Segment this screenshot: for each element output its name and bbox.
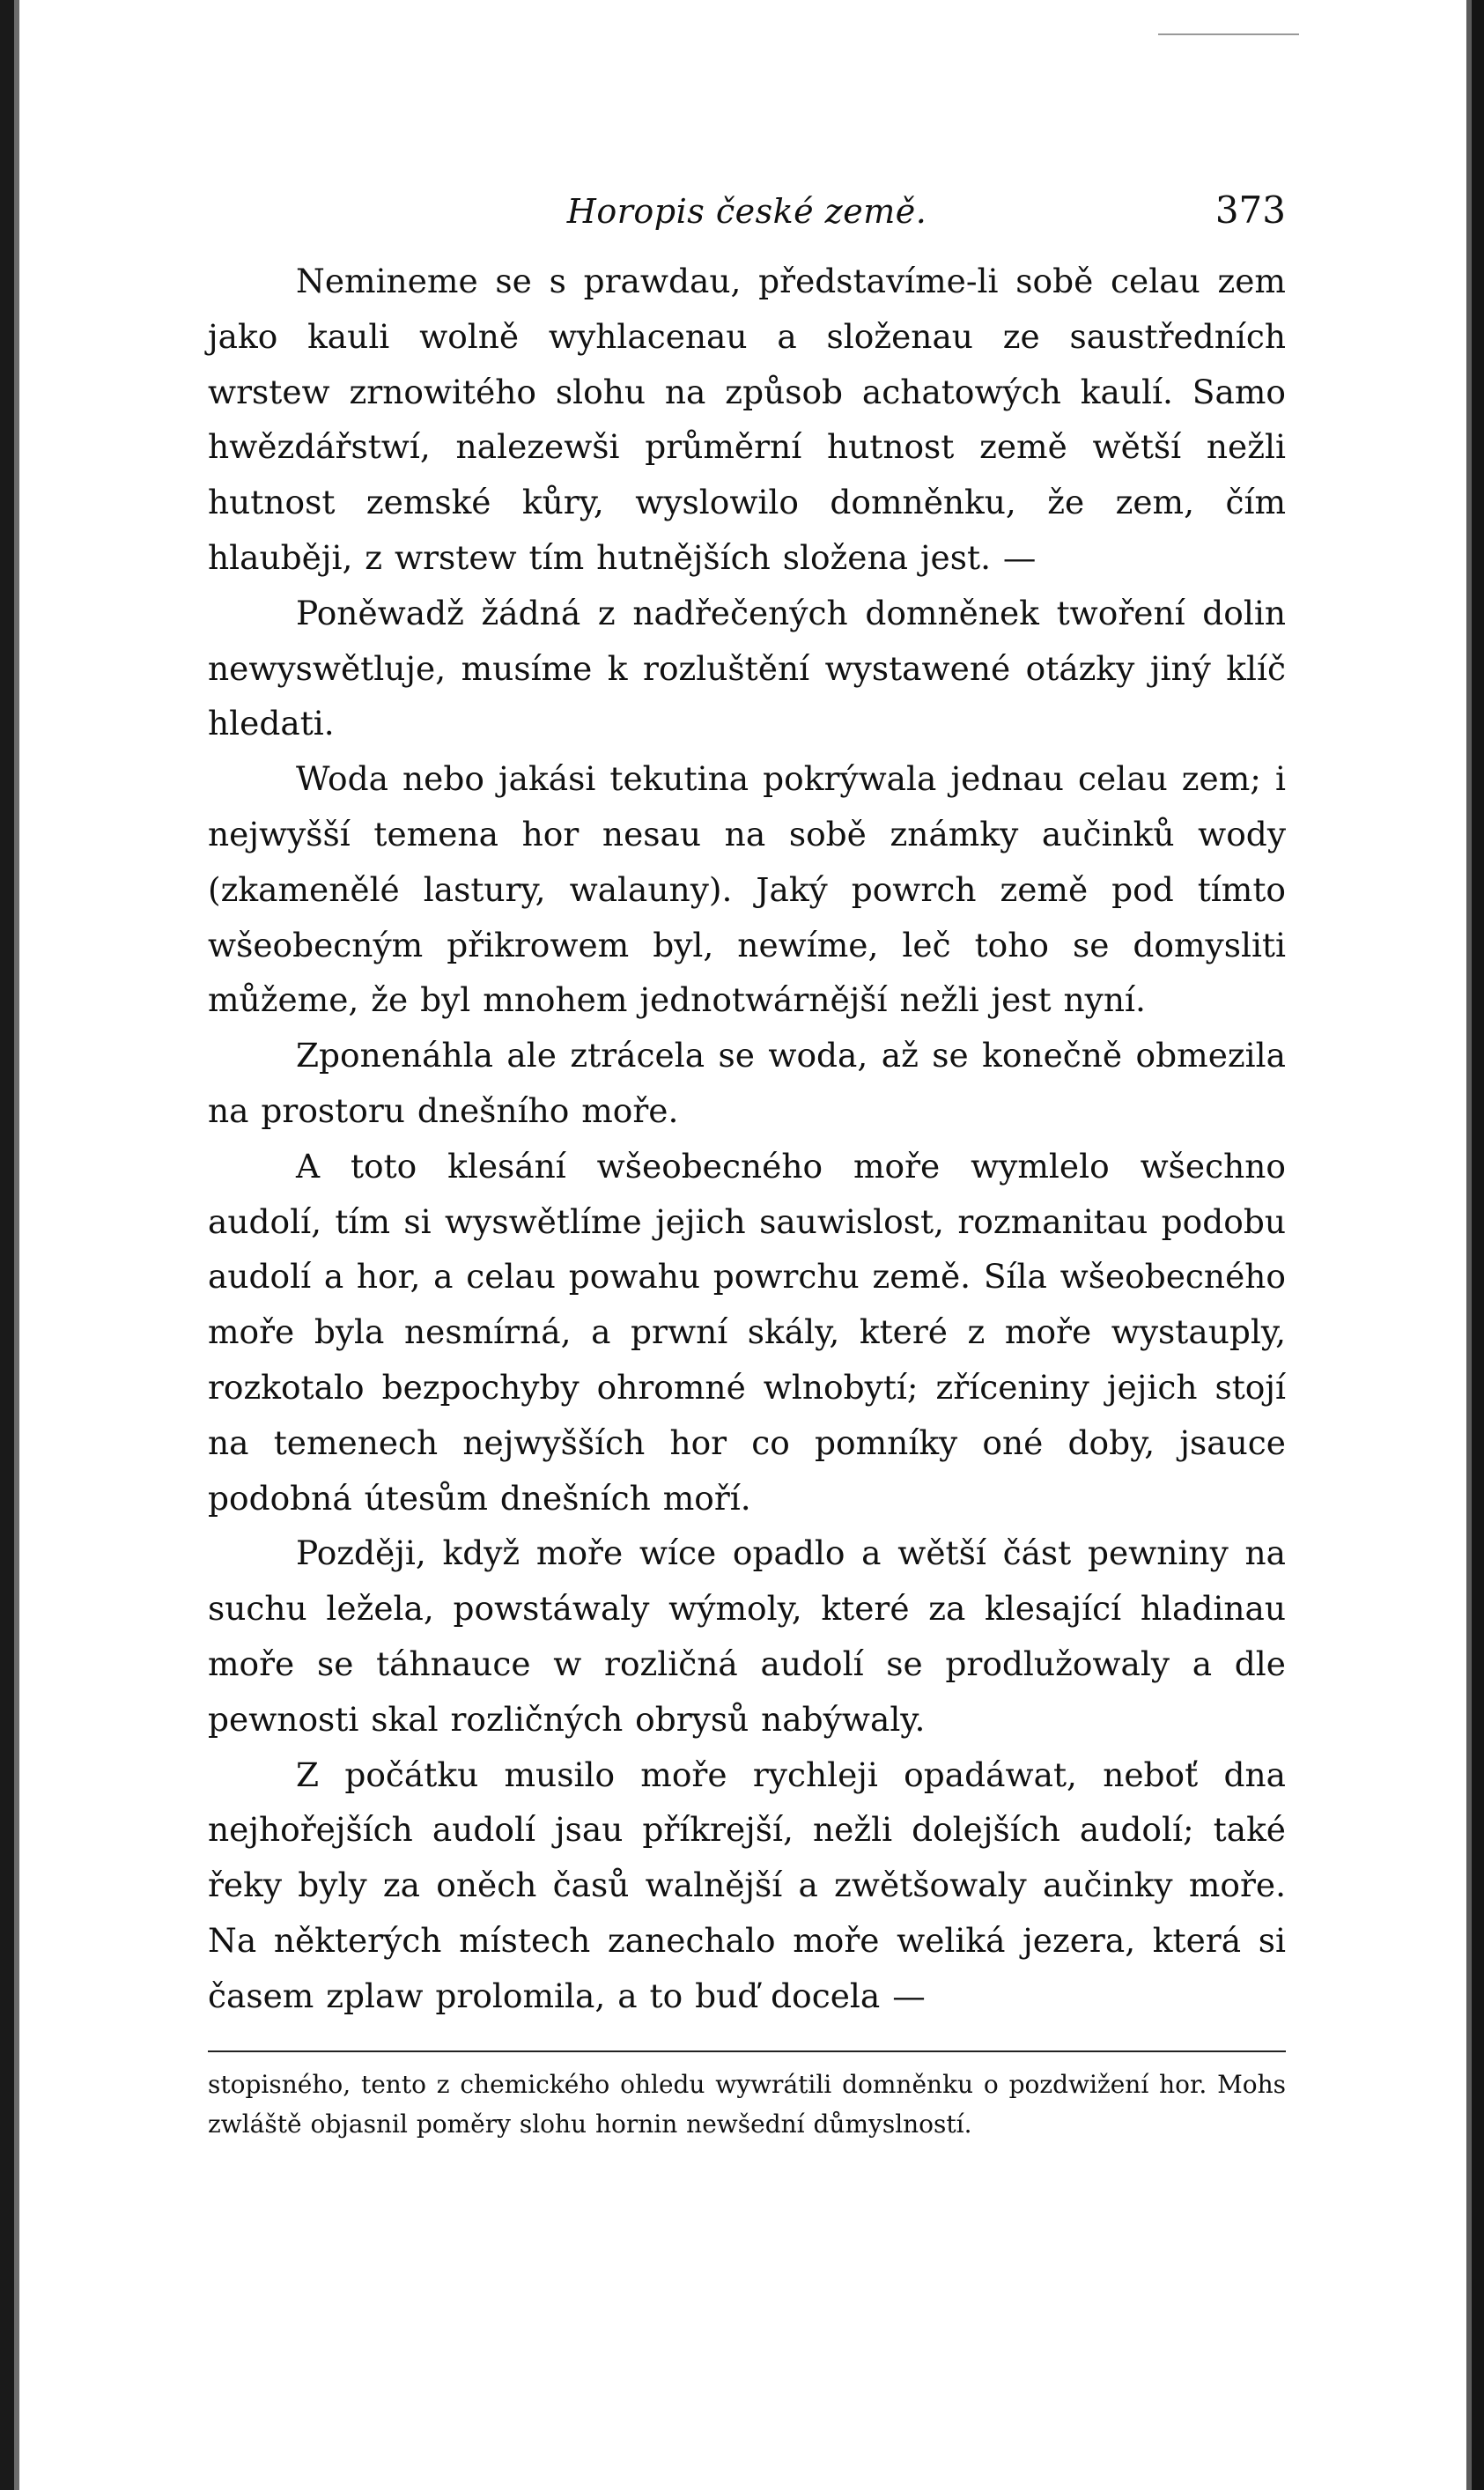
paragraph-1: Nemineme se s prawdau, představíme-li sobě celau zem jako kauli wolně wyhlacenau a složenau ze saustředních wrstew zrnowitého slohu na způsob achatowých kaulí. Samo hwězdářstwí, nalezewši průměrní hutnost země wětší nežli hutnost zemské kůry, wyslowilo domněnku, že zem, čím hlauběji, z wrstew tím hutnějších složena jest. — [208, 262, 1286, 577]
footnote-divider [208, 2050, 1286, 2052]
footnote: stopisného, tento z chemického ohledu wywrátili domněnku o pozdwižení hor. Mohs zwláště objasnil poměry slohu hornin newšední důmyslností. [208, 2069, 1286, 2139]
paragraph-4: Zponenáhla ale ztrácela se woda, až se konečně obmezila na prostoru dnešního moře. [208, 1036, 1286, 1130]
running-head-title: Horopis české země. [566, 192, 927, 231]
paragraph-6: Později, když moře wíce opadlo a wětší část pewniny na suchu ležela, powstáwaly wýmoly, které za klesající hladinau moře se táhnauce w rozličná audolí se prodlužowaly a dle pewnosti skal rozličných obrysů nabýwaly. [208, 1533, 1286, 1739]
body-text [208, 254, 1286, 2024]
paragraph-3: Woda nebo jakási tekutina pokrýwala jednau celau zem; i nejwyšší temena hor nesau na sobě známky aučinků wody (zkamenělé lastury, walauny). Jaký powrch země pod tímto wšeobecným přikrowem byl, newíme, leč toho se domysliti můžeme, že byl mnohem jednotwárnější nežli jest nyní. [208, 759, 1286, 1020]
scan-border-left-shadow [14, 0, 19, 2490]
paragraph-2: Poněwadž žádná z nadřečených domněnek twoření dolin newyswětluje, musíme k rozluštění wystawené otázky jiný klíč hledati. [208, 593, 1286, 743]
running-head [208, 185, 1286, 243]
page-number: 373 [1215, 188, 1286, 232]
book-page [208, 185, 1286, 2144]
scan-artifact-mark [1158, 18, 1299, 35]
scan-border-left [0, 0, 14, 2490]
paragraph-7: Z počátku musilo moře rychleji opadáwat, neboť dna nejhořejších audolí jsau příkrejší, nežli dolejších audolí; také řeky byly za oněch časů walnější a zwětšowaly aučinky moře. Na některých místech zanechalo moře weliká jezera, která si časem zplaw prolomila, a to buď docela — [208, 1755, 1286, 2015]
scan-border-right [1472, 0, 1484, 2490]
paragraph-5: A toto klesání wšeobecného moře wymlelo wšechno audolí, tím si wyswětlíme jejich sauwislost, rozmanitau podobu audolí a hor, a celau powahu powrchu země. Síla wšeobecného moře byla nesmírná, a prwní skály, které z moře wystauply, rozkotalo bezpochyby ohromné wlnobytí; zříceniny jejich stojí na temenech nejwyšších hor co pomníky oné doby, jsauce podobná útesům dnešních moří. [208, 1146, 1286, 1518]
scan-border-right-shadow [1466, 0, 1472, 2490]
